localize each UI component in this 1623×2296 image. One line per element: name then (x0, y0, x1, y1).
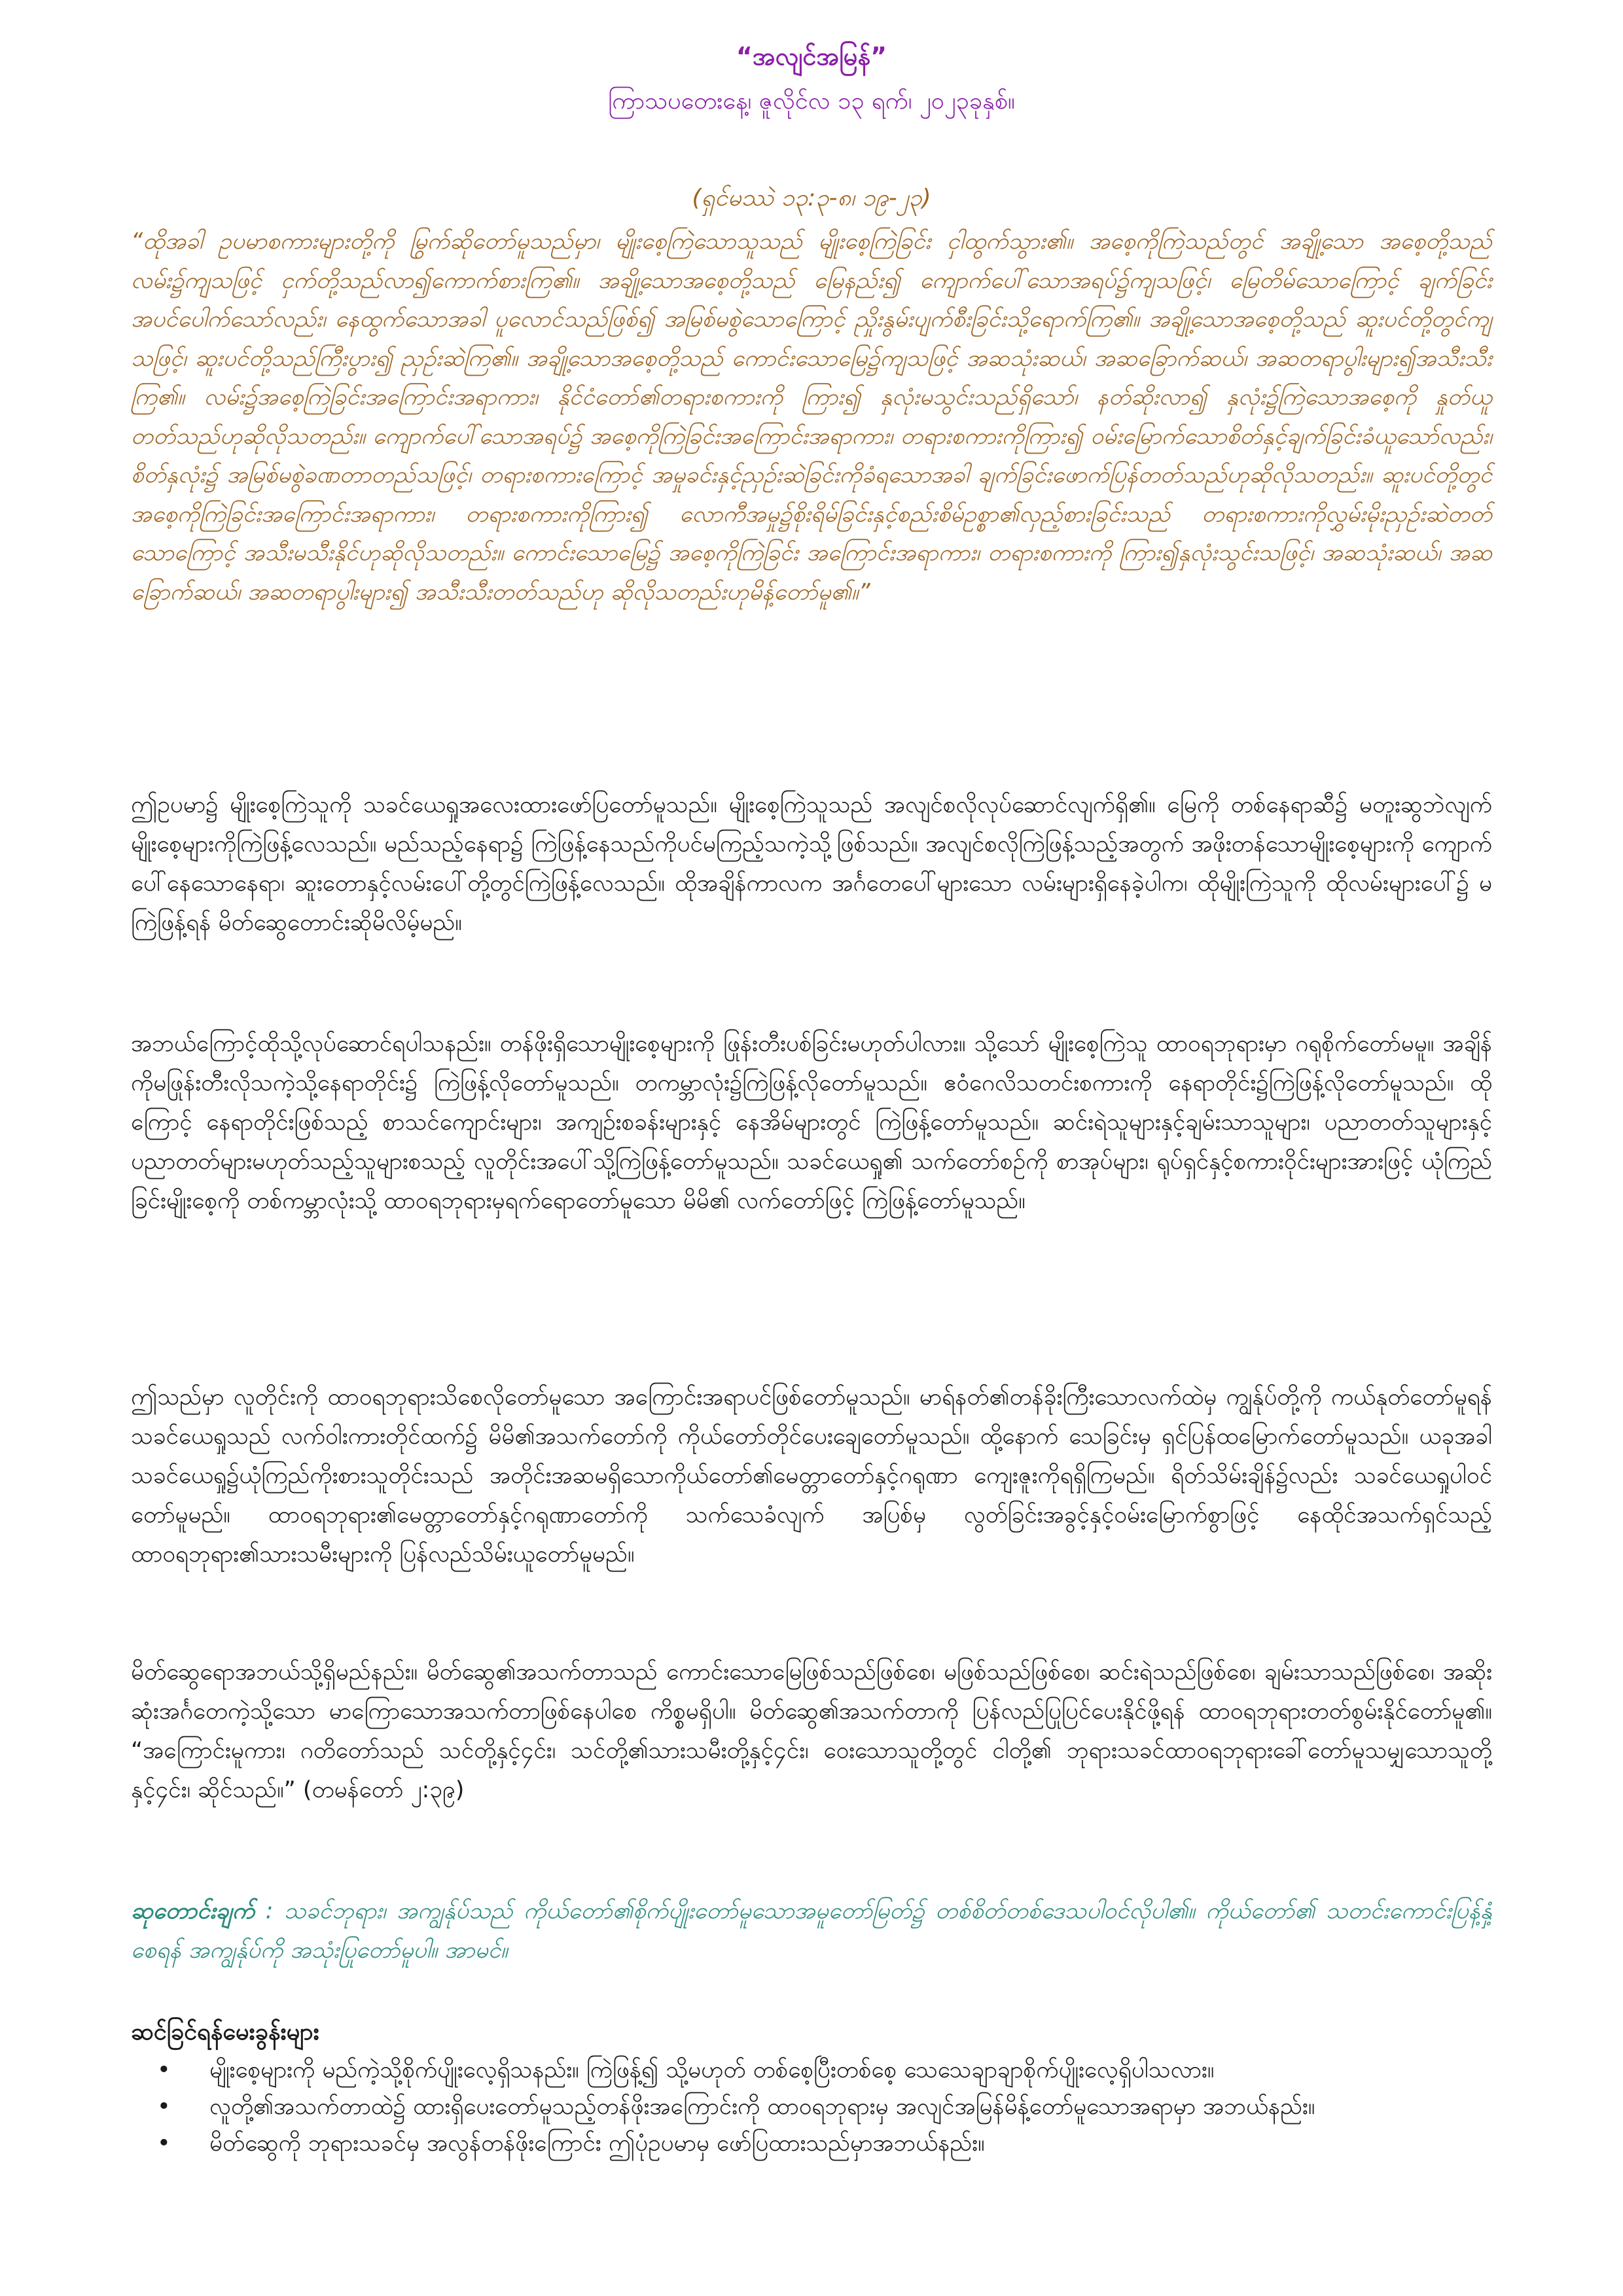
body-paragraph-3: ဤသည်မှာ လူတိုင်းကို ထာဝရဘုရားသိစေလိုတော်မူသော အကြောင်းအရာပင်ဖြစ်တော်မူသည်။ မာရ်နတ်၏တန်ခိုးကြီးသောလက်ထဲမှ ကျွန်ုပ်တို့ကို ကယ်နုတ်တော်မူရန် သခင်ယေရှုသည် လက်ဝါးကားတိုင်ထက်၌ မိမိ၏အသက်တော်ကို ကိုယ်တော်တိုင်ပေးချေတော်မူသည်။ ထို့နောက် သေခြင်းမှ ရှင်ပြန်ထမြောက်တော်မူသည်။ ယခုအခါ သခင်ယေရှု၌ယုံကြည်ကိုးစားသူတိုင်းသည် အတိုင်းအဆမရှိသောကိုယ်တော်၏မေတ္တာတော်နှင့်ဂရုဏာ ကျေးဇူးကိုရရှိကြမည်။ ရိတ်သိမ်းချိန်၌လည်း သခင်ယေရှုပါဝင်တော်မူမည်။ ထာဝရဘုရား၏မေတ္တာတော်နှင့်ဂရုဏာတော်ကို သက်သေခံလျက် အပြစ်မှ လွတ်ခြင်းအခွင့်နှင့်ဝမ်းမြောက်စွာဖြင့် နေထိုင်အသက်ရှင်သည့်ထာဝရဘုရား၏သားသမီးများကို ပြန်လည်သိမ်းယူတော်မူမည်။ (131, 1384, 1492, 1568)
page-title: “အလျင်အမြန်” (736, 42, 887, 71)
questions-list (131, 2052, 1492, 2162)
scripture-reference: (ရှင်မဿဲ ၁၃:၃-၈၊ ၁၉-၂၃) (692, 185, 931, 211)
question-item (131, 2089, 1492, 2125)
prayer-block (131, 1892, 1492, 1970)
question-text: လူတို့၏အသက်တာထဲ၌ ထားရှိပေးတော်မူသည့်တန်ဖိုးအကြောင်းကို ထာဝရဘုရားမှ အလျင်အမြန်မိန့်တော်မူသောအရာမှာ အဘယ်နည်း။ (209, 2094, 1315, 2120)
bullet-icon: • (157, 2130, 171, 2157)
question-text: မိတ်ဆွေကို ဘုရားသခင်မှ အလွန်တန်ဖိုးကြောင်း ဤပုံဥပမာမှ ဖော်ပြထားသည်မှာအဘယ်နည်း။ (209, 2130, 985, 2157)
bullet-icon: • (157, 2057, 171, 2083)
page-date: ကြာသပတေးနေ့၊ ဇူလိုင်လ ၁၃ ရက်၊ ၂၀၂၃ခုနှစ်။ (608, 88, 1015, 115)
prayer-label: ဆုတောင်းချက် (131, 1898, 255, 1924)
prayer-text: : သခင်ဘုရား၊ အကျွန်ုပ်သည် ကိုယ်တော်၏စိုက်ပျိုးတော်မူသောအမူတော်မြတ်၌ တစ်စိတ်တစ်ဒေသပါဝင်လိုပါ၏။ ကိုယ်တော်၏ သတင်းကောင်းပြန့်နှံ့စေရန် အကျွန်ုပ်ကို အသုံးပြုတော်မူပါ။ အာမင်။ (131, 1898, 1492, 1964)
question-item (131, 2052, 1492, 2089)
question-item (131, 2125, 1492, 2162)
question-text: မျိုးစေ့များကို မည်ကဲ့သို့စိုက်ပျိုးလေ့ရှိသနည်း။ ကြဲဖြန့်၍ သို့မဟုတ် တစ်စေ့ပြီးတစ်စေ့ သေသေချာချာစိုက်ပျိုးလေ့ရှိပါသလား။ (209, 2057, 1215, 2083)
scripture-quote: “ထိုအခါ ဥပမာစကားများတို့ကို မြွက်ဆိုတော်မူသည်မှာ၊ မျိုးစေ့ကြဲသောသူသည် မျိုးစေ့ကြဲခြင်း ငှါထွက်သွား၏။ အစေ့ကိုကြဲသည်တွင် အချို့သော အစေ့တို့သည် လမ်း၌ကျသဖြင့် ငှက်တို့သည်လာ၍ကောက်စားကြ၏။ အချို့သောအစေ့တို့သည် မြေနည်း၍ ကျောက်ပေါ်သောအရပ်၌ကျသဖြင့်၊ မြေတိမ်သောကြောင့် ချက်ခြင်း အပင်ပေါက်သော်လည်း၊ နေထွက်သောအခါ ပူလောင်သည်ဖြစ်၍ အမြစ်မစွဲသောကြောင့် ညှိုးနွမ်းပျက်စီးခြင်းသို့ရောက်ကြ၏။ အချို့သောအစေ့တို့သည် ဆူးပင်တို့တွင်ကျသဖြင့်၊ ဆူးပင်တို့သည်ကြီးပွား၍ ညှဉ်းဆဲကြ၏။ အချို့သောအစေ့တို့သည် ကောင်းသောမြေ၌ကျသဖြင့် အဆသုံးဆယ်၊ အဆခြောက်ဆယ်၊ အဆတရာပွါးများ၍အသီးသီးကြ၏။ လမ်း၌အစေ့ကြဲခြင်းအကြောင်းအရာကား၊ နိုင်ငံတော်၏တရားစကားကို ကြား၍ နှလုံးမသွင်းသည်ရှိသော်၊ နတ်ဆိုးလာ၍ နှလုံး၌ကြဲသောအစေ့ကို နှုတ်ယူတတ်သည်ဟုဆိုလိုသတည်း။ ကျောက်ပေါ်သောအရပ်၌ အစေ့ကိုကြဲခြင်းအကြောင်းအရာကား၊ တရားစကားကိုကြား၍ ဝမ်းမြောက်သောစိတ်နှင့်ချက်ခြင်းခံယူသော်လည်း၊ စိတ်နှလုံး၌ အမြစ်မစွဲခဏတာတည်သဖြင့်၊ တရားစကားကြောင့် အမှုခင်းနှင့်ညှဉ်းဆဲခြင်းကိုခံရသောအခါ ချက်ခြင်းဖောက်ပြန်တတ်သည်ဟုဆိုလိုသတည်း။ ဆူးပင်တို့တွင် အစေ့ကိုကြဲခြင်းအကြောင်းအရာကား၊ တရားစကားကိုကြား၍ လောကီအမှု၌စိုးရိမ်ခြင်းနှင့်စည်းစိမ်ဥစ္စာ၏လှည့်စားခြင်းသည် တရားစကားကိုလွှမ်းမိုးညှဉ်းဆဲတတ်သောကြောင့် အသီးမသီးနိုင်ဟုဆိုလိုသတည်း။ ကောင်းသောမြေ၌ အစေ့ကိုကြဲခြင်း အကြောင်းအရာကား၊ တရားစကားကို ကြား၍နှလုံးသွင်းသဖြင့်၊ အဆသုံးဆယ်၊ အဆခြောက်ဆယ်၊ အဆတရာပွါးများ၍ အသီးသီးတတ်သည်ဟု ဆိုလိုသတည်းဟုမိန့်တော်မူ၏။” (131, 228, 1492, 605)
body-paragraph-1: ဤဥပမာ၌ မျိုးစေ့ကြဲသူကို သခင်ယေရှုအလေးထားဖော်ပြတော်မူသည်။ မျိုးစေ့ကြဲသူသည် အလျင်စလိုလုပ်ဆောင်လျက်ရှိ၏။ မြေကို တစ်နေရာဆီ၌ မတူးဆွဘဲလျက် မျိုးစေ့များကိုကြဲဖြန့်လေသည်။ မည်သည့်နေရာ၌ ကြဲဖြန့်နေသည်ကိုပင်မကြည့်သကဲ့သို့ဖြစ်သည်။ အလျင်စလိုကြဲဖြန့်သည့်အတွက် အဖိုးတန်သောမျိုးစေ့များကို ကျောက်ပေါ်နေသောနေရာ၊ ဆူးတောနှင့်လမ်းပေါ်တို့တွင်ကြဲဖြန့်လေသည်။ ထိုအချိန်ကာလက အင်္ဂတေပေါ်များသော လမ်းများရှိနေခဲ့ပါက၊ ထိုမျိုးကြဲသူကို ထိုလမ်းများပေါ်၌ မကြဲဖြန့်ရန် မိတ်ဆွေတောင်းဆိုမိလိမ့်မည်။ (131, 792, 1492, 936)
body-paragraph-4: မိတ်ဆွေရောအဘယ်သို့ရှိမည်နည်း။ မိတ်ဆွေ၏အသက်တာသည် ကောင်းသောမြေဖြစ်သည်ဖြစ်စေ၊ မဖြစ်သည်ဖြစ်စေ၊ ဆင်းရဲသည်ဖြစ်စေ၊ ချမ်းသာသည်ဖြစ်စေ၊ အဆိုးဆုံးအင်္ဂတေကဲ့သို့သော မာကြောသောအသက်တာဖြစ်နေပါစေ ကိစ္စမရှိပါ။ မိတ်ဆွေ၏အသက်တာကို ပြန်လည်ပြုပြင်ပေးနိုင်ဖို့ရန် ထာဝရဘုရားတတ်စွမ်းနိုင်တော်မူ၏။ “အကြောင်းမူကား၊ ဂတိတော်သည် သင်တို့နှင့်၄င်း၊ သင်တို့၏သားသမီးတို့နှင့်၄င်း၊ ဝေးသောသူတို့တွင် ငါတို့၏ ဘုရားသခင်ထာဝရဘုရားခေါ်တော်မူသမျှသောသူတို့နှင့်၄င်း၊ ဆိုင်သည်။” (တမန်တော် ၂:၃၉) (131, 1659, 1492, 1803)
questions-heading: ဆင်ခြင်ရန်မေးခွန်းများ (131, 2018, 319, 2045)
bullet-icon: • (157, 2094, 171, 2120)
body-paragraph-2: အဘယ်ကြောင့်ထိုသို့လုပ်ဆောင်ရပါသနည်း။ တန်ဖိုးရှိသောမျိုးစေ့များကို ဖြုန်းတီးပစ်ခြင်းမဟုတ်ပါလား။ သို့သော် မျိုးစေ့ကြဲသူ ထာဝရဘုရားမှာ ဂရုစိုက်တော်မမူ။ အချိန်ကိုမဖြုန်းတီးလိုသကဲ့သို့နေရာတိုင်း၌ ကြဲဖြန့်လိုတော်မူသည်။ တကမ္ဘာလုံး၌ကြဲဖြန့်လိုတော်မူသည်။ ဧဝံဂေလိသတင်းစကားကို နေရာတိုင်း၌ကြဲဖြန့်လိုတော်မူသည်။ ထိုကြောင့် နေရာတိုင်းဖြစ်သည့် စာသင်ကျောင်းများ၊ အကျဉ်းစခန်းများနှင့် နေအိမ်များတွင် ကြဲဖြန့်တော်မူသည်။ ဆင်းရဲသူများနှင့်ချမ်းသာသူများ၊ ပညာတတ်သူများနှင့် ပညာတတ်များမဟုတ်သည့်သူများစသည့် လူတိုင်းအပေါ်သို့ကြဲဖြန့်တော်မူသည်။ သခင်ယေရှု၏ သက်တော်စဉ်ကို စာအုပ်များ၊ ရုပ်ရှင်နှင့်စကားဝိုင်းများအားဖြင့် ယုံကြည်ခြင်းမျိုးစေ့ကို တစ်ကမ္ဘာလုံးသို့ ထာဝရဘုရားမှရက်ရောတော်မူသော မိမိ၏ လက်တော်ဖြင့် ကြဲဖြန့်တော်မူသည်။ (131, 1031, 1492, 1214)
